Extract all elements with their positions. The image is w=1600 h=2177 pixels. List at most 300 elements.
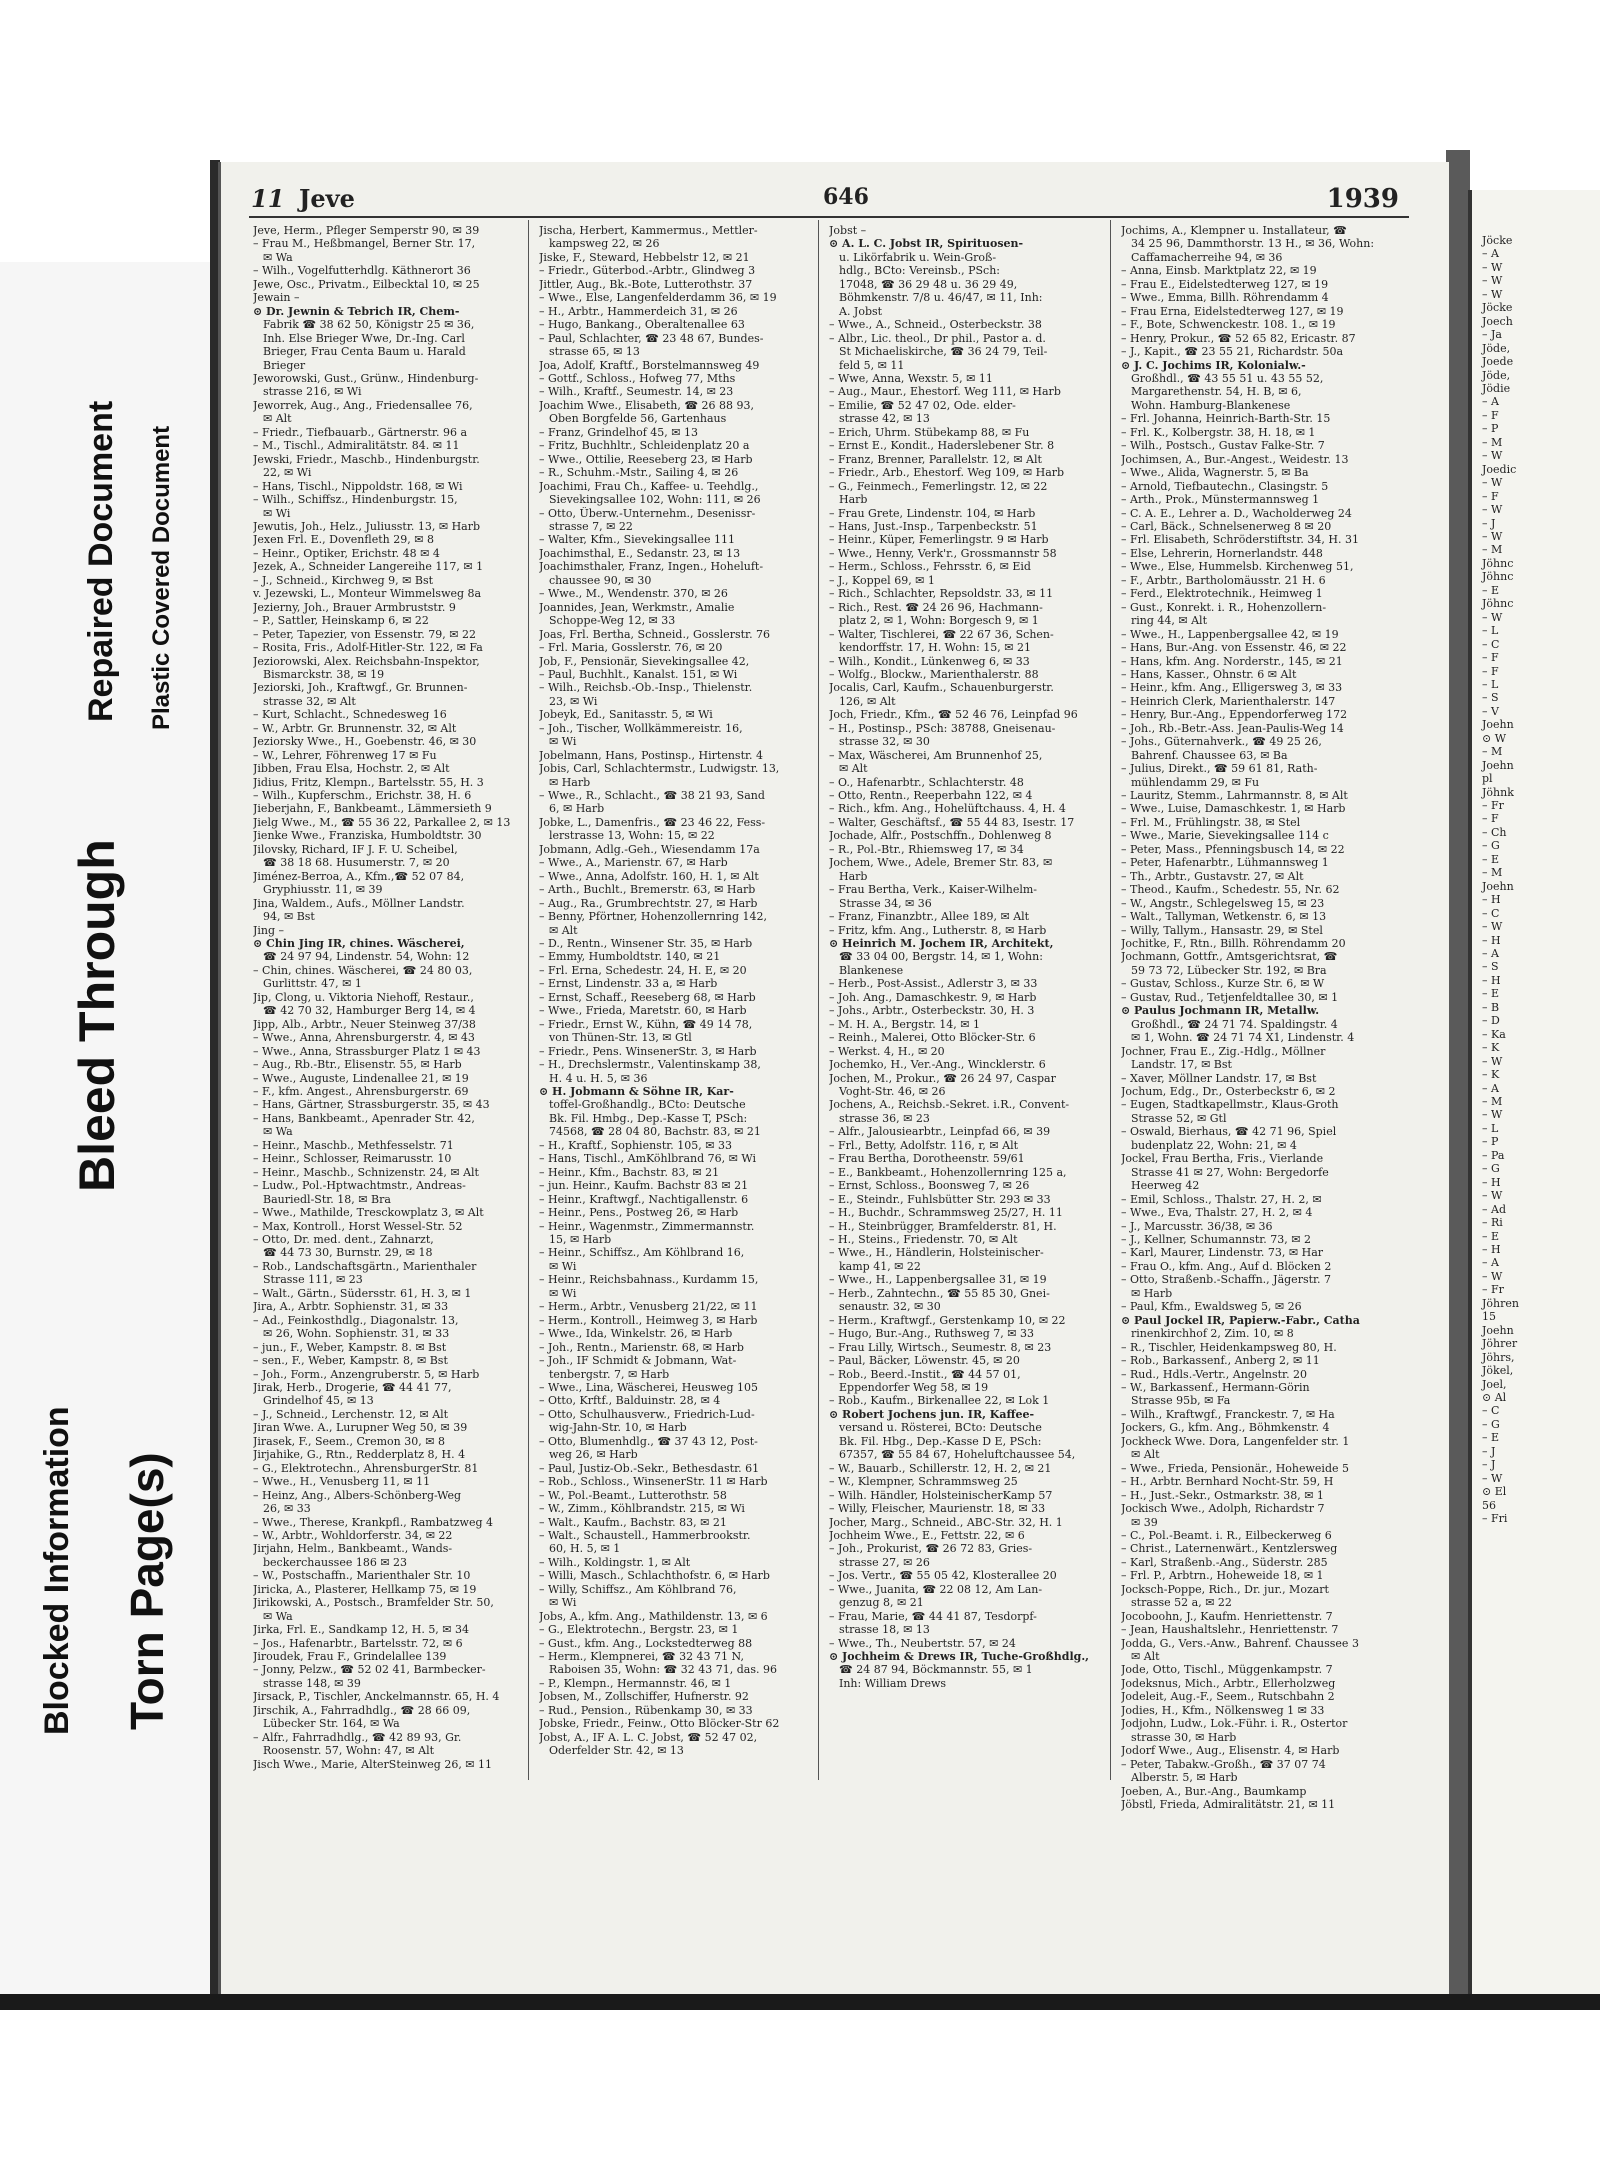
directory-line: – Wwe., M., Wendenstr. 370, ✉ 26 <box>539 587 728 601</box>
directory-line: Jocher, Marg., Schneid., ABC-Str. 32, H. 1 <box>829 1515 1063 1529</box>
header-running-name: Jeve <box>299 184 355 213</box>
directory-line: – H., Buchdr., Schrammsweg 25/27, H. 11 <box>829 1206 1063 1220</box>
directory-line: Jexen Frl. E., Dovenfleth 29, ✉ 8 <box>253 533 434 547</box>
directory-line: – Wwe., Alida, Wagnerstr. 5, ✉ Ba <box>1121 466 1309 480</box>
directory-line: Gurlittstr. 47, ✉ 1 <box>263 977 362 991</box>
facing-page-line: Jöhrs, <box>1482 1350 1515 1364</box>
facing-page-line: – C <box>1482 637 1500 651</box>
directory-line: – Rich., Schlachter, Repsoldstr. 33, ✉ 11 <box>829 587 1054 601</box>
directory-line: – Peter, Hafenarbtr., Lühmannsweg 1 <box>1121 856 1329 870</box>
label-plastic-covered-document: Plastic Covered Document <box>148 425 175 730</box>
directory-line: budenplatz 22, Wohn: 21, ✉ 4 <box>1131 1138 1297 1152</box>
directory-line: – W., Angstr., Schlegelsweg 15, ✉ 23 <box>1121 896 1325 910</box>
directory-line: – W., Lehrer, Föhrenweg 17 ✉ Fu <box>253 748 437 762</box>
directory-line: ✉ Harb <box>549 775 591 789</box>
directory-line: – Ferd., Elektrotechnik., Heimweg 1 <box>1121 587 1323 601</box>
directory-line: Fabrik ☎ 38 62 50, Königstr 25 ✉ 36, <box>263 318 475 332</box>
directory-line: – Theod., Kaufm., Schedestr. 55, Nr. 62 <box>1121 883 1340 897</box>
facing-page-line: Joel, <box>1482 1377 1507 1391</box>
facing-page-line: – J <box>1482 1444 1496 1458</box>
facing-page-line: Jöcke <box>1482 234 1513 247</box>
directory-line: Großhdl., ☎ 43 55 51 u. 43 55 52, <box>1131 371 1324 385</box>
directory-line: – O., Hafenarbtr., Schlachterstr. 48 <box>829 775 1024 789</box>
facing-page-line: – W <box>1482 1108 1503 1122</box>
directory-line: – Jos., Hafenarbtr., Bartelsstr. 72, ✉ 6 <box>253 1636 463 1650</box>
directory-line: Jirasek, F., Seem., Cremon 30, ✉ 8 <box>253 1434 445 1448</box>
directory-line: Jieberjahn, F., Bankbeamt., Lämmersieth 9 <box>253 802 492 816</box>
directory-line: – Frl. Elisabeth, Schröderstiftstr. 34, H. 31 <box>1121 533 1359 547</box>
directory-line: Jiménez-Berroa, A., Kfm.,☎ 52 07 84, <box>253 869 465 883</box>
directory-line: – Rud., Hdls.-Vertr., Angelnstr. 20 <box>1121 1367 1308 1381</box>
directory-line: – Heinr., Küper, Femerlingstr. 9 ✉ Harb <box>829 533 1049 547</box>
directory-line: Jischa, Herbert, Kammermus., Mettler- <box>539 224 758 237</box>
directory-line: – Wilh., Postsch., Gustav Falke-Str. 7 <box>1121 439 1325 453</box>
directory-line: – Heinr., Maschb., Schnizenstr. 24, ✉ Alt <box>253 1165 479 1179</box>
directory-line: – Rob., Kaufm., Birkenallee 22, ✉ Lok 1 <box>829 1394 1050 1408</box>
facing-page-line: Jöhrer <box>1482 1337 1518 1351</box>
directory-line: – Joh., Rb.-Betr.-Ass. Jean-Paulis-Weg 14 <box>1121 721 1344 735</box>
directory-line: strasse 148, ✉ 39 <box>263 1676 361 1690</box>
directory-line: – Frl. Erna, Schedestr. 24, H. E, ✉ 20 <box>539 963 747 977</box>
directory-line: Jöbstl, Frieda, Admiralitätstr. 21, ✉ 11 <box>1121 1798 1336 1812</box>
directory-line: – Heinr., Optiker, Erichstr. 48 ✉ 4 <box>253 546 440 560</box>
facing-page-line: Joedic <box>1482 462 1517 476</box>
directory-line: – Johs., Arbtr., Osterbeckstr. 30, H. 3 <box>829 1004 1035 1018</box>
directory-line: – Walt., Tallyman, Wetkenstr. 6, ✉ 13 <box>1121 910 1327 924</box>
label-blocked-information: Blocked Information <box>38 1406 76 1735</box>
directory-line: Jochims, A., Klempner u. Installateur, ☎ <box>1121 224 1347 237</box>
directory-line: – W., Pol.-Beamt., Lutterothstr. 58 <box>539 1488 727 1502</box>
directory-line: 94, ✉ Bst <box>263 910 315 924</box>
directory-line: Joachimsthaler, Franz, Ingen., Hoheluft- <box>539 560 764 574</box>
directory-line: Jiroudek, Frau F., Grindelallee 139 <box>253 1650 447 1664</box>
directory-line: – Wwe., Juanita, ☎ 22 08 12, Am Lan- <box>829 1582 1043 1596</box>
facing-page-line: – F <box>1482 489 1499 503</box>
directory-line: – H., Arbtr., Hammerdeich 31, ✉ 26 <box>539 304 738 318</box>
directory-line: strasse 7, ✉ 22 <box>549 519 633 533</box>
facing-page-line: – W <box>1482 920 1503 934</box>
directory-line: – Wilh., Kondit., Lünkenweg 6, ✉ 33 <box>829 654 1030 668</box>
directory-line: 34 25 96, Dammthorstr. 13 H., ✉ 36, Wohn: <box>1131 237 1375 251</box>
directory-line: – Wilh., Koldingstr. 1, ✉ Alt <box>539 1555 691 1569</box>
directory-line: – Werkst. 4, H., ✉ 20 <box>829 1044 945 1058</box>
directory-line: – Herm., Kraftwgf., Gerstenkamp 10, ✉ 22 <box>829 1313 1066 1327</box>
directory-line: Jiricka, A., Plasterer, Hellkamp 75, ✉ 19 <box>253 1582 477 1596</box>
directory-line: lerstrasse 13, Wohn: 15, ✉ 22 <box>549 829 715 843</box>
directory-line: Jirak, Herb., Drogerie, ☎ 44 41 77, <box>253 1380 452 1394</box>
directory-line: – Emil, Schloss., Thalstr. 27, H. 2, ✉ <box>1121 1192 1322 1206</box>
directory-line: Jeziorowski, Alex. Reichsbahn-Inspektor, <box>253 654 480 668</box>
facing-page-line: – W <box>1482 274 1503 288</box>
directory-line: Jocalis, Carl, Kaufm., Schauenburgerstr. <box>829 681 1054 695</box>
directory-line: beckerchaussee 186 ✉ 23 <box>263 1555 408 1569</box>
directory-line: Jochade, Alfr., Postschffn., Dohlenweg 8 <box>829 829 1052 843</box>
facing-page-line: – E <box>1482 1431 1500 1445</box>
directory-line: – H., Kraftf., Sophienstr. 105, ✉ 33 <box>539 1138 732 1152</box>
directory-line: Böhmkenstr. 7/8 u. 46/47, ✉ 11, Inh: <box>839 291 1043 305</box>
directory-line: – Hans, Bankbeamt., Apenrader Str. 42, <box>253 1111 475 1125</box>
directory-line: Jira, A., Arbtr. Sophienstr. 31, ✉ 33 <box>253 1300 449 1314</box>
directory-line: Jina, Waldem., Aufs., Möllner Landstr. <box>253 896 465 910</box>
directory-line: 15, ✉ Harb <box>549 1232 612 1246</box>
directory-line: – E., Steindr., Fuhlsbütter Str. 293 ✉ 33 <box>829 1192 1051 1206</box>
facing-page-line: – W <box>1482 1189 1503 1203</box>
directory-line: Job, F., Pensionär, Sievekingsallee 42, <box>539 654 750 668</box>
directory-line: – Kurt, Schlacht., Schnedesweg 16 <box>253 708 447 722</box>
directory-line: – Joh. Ang., Damaschkestr. 9, ✉ Harb <box>829 990 1037 1004</box>
directory-line: – Frl., Betty, Adolfstr. 116, r, ✉ Alt <box>829 1138 1019 1152</box>
directory-line: – Wilh., Reichsb.-Ob.-Insp., Thielenstr. <box>539 681 753 695</box>
directory-line: strasse 65, ✉ 13 <box>549 345 640 359</box>
directory-line: ✉ Wi <box>263 506 291 520</box>
directory-line: Jochum, Edg., Dr., Osterbeckstr 6, ✉ 2 <box>1121 1085 1336 1098</box>
directory-line: – Herm., Kontroll., Heimweg 3, ✉ Harb <box>539 1313 758 1327</box>
directory-line: Jochens, A., Reichsb.-Sekret. i.R., Convent- <box>829 1098 1070 1112</box>
directory-line: Jip, Clong, u. Viktoria Niehoff, Restaur., <box>253 990 474 1004</box>
directory-line: – Otto, Dr. med. dent., Zahnarzt, <box>253 1232 434 1246</box>
directory-line: Brieger, Frau Centa Baum u. Harald <box>263 345 466 359</box>
directory-line: – Xaver, Möllner Landstr. 17, ✉ Bst <box>1121 1071 1317 1085</box>
directory-line: – Frl. M., Frühlingstr. 38, ✉ Stel <box>1121 815 1301 829</box>
directory-line: Jewutis, Joh., Helz., Juliusstr. 13, ✉ Harb <box>253 519 481 533</box>
directory-line: Jeworowski, Gust., Grünw., Hindenburg- <box>253 371 479 385</box>
directory-line: – Arnold, Tiefbautechn., Clasingstr. 5 <box>1121 479 1329 493</box>
directory-line: – Albr., Lic. theol., Dr phil., Pastor a. d. <box>829 331 1046 345</box>
facing-page-line: – F <box>1482 812 1499 826</box>
directory-line: 74568, ☎ 28 04 80, Bachstr. 83, ✉ 21 <box>549 1125 761 1139</box>
facing-page-line: – V <box>1482 704 1499 718</box>
directory-line: – Heinr., Schiffsz., Am Köhlbrand 16, <box>539 1246 745 1260</box>
directory-line: – Rich., Rest. ☎ 24 26 96, Hachmann- <box>829 600 1043 614</box>
directory-line: Jochen, M., Prokur., ☎ 26 24 97, Caspar <box>829 1071 1056 1085</box>
directory-line: ✉ 39 <box>1131 1515 1158 1529</box>
directory-line: ☎ 44 73 30, Burnstr. 29, ✉ 18 <box>263 1246 433 1260</box>
facing-page-line: – D <box>1482 1014 1500 1028</box>
directory-line: Alberstr. 5, ✉ Harb <box>1131 1771 1238 1785</box>
directory-line: – Julius, Direkt., ☎ 59 61 81, Rath- <box>1121 762 1318 776</box>
directory-line: – Ludw., Pol.-Hptwachtmstr., Andreas- <box>253 1179 466 1193</box>
directory-line: – Wwe., H., Lappenbergsallee 42, ✉ 19 <box>1121 627 1339 641</box>
directory-line: Jeziorsky Wwe., H., Goebenstr. 46, ✉ 30 <box>253 735 477 749</box>
directory-line: – Friedr., Pens. WinsenerStr. 3, ✉ Harb <box>539 1044 757 1058</box>
directory-line: – Joh., Tischer, Wollkämmereistr. 16, <box>539 721 743 735</box>
facing-page-line: – P <box>1482 422 1499 436</box>
directory-line: – M., Tischl., Admiralitätstr. 84. ✉ 11 <box>253 439 460 453</box>
facing-page-line: – W <box>1482 287 1503 301</box>
directory-line: strasse 36, ✉ 23 <box>839 1111 930 1125</box>
directory-line: strasse 216, ✉ Wi <box>263 385 362 399</box>
directory-line: Strasse 52, ✉ Gtl <box>1131 1111 1227 1125</box>
facing-page-line: – Ch <box>1482 825 1507 839</box>
directory-line: – Christ., Laternenwärt., Kentzlersweg <box>1121 1542 1338 1556</box>
directory-line: – Heinz, Ang., Albers-Schönberg-Weg <box>253 1488 462 1502</box>
directory-line: – Friedr., Tiefbauarb., Gärtnerstr. 96 a <box>253 425 468 439</box>
directory-line: Joannides, Jean, Werkmstr., Amalie <box>539 600 735 614</box>
directory-line: – Rob., Beerd.-Instit., ☎ 44 57 01, <box>829 1367 1021 1381</box>
directory-line: 59 73 72, Lübecker Str. 192, ✉ Bra <box>1131 963 1327 977</box>
facing-page-line: – L <box>1482 1121 1499 1135</box>
directory-line: 60, H. 5, ✉ 1 <box>549 1542 621 1556</box>
directory-line: – Wwe., Marie, Sievekingsallee 114 c <box>1121 829 1329 843</box>
directory-line: – W., Bauarb., Schillerstr. 12, H. 2, ✉ 21 <box>829 1461 1052 1475</box>
directory-line: Wohn. Hamburg-Blankenese <box>1131 398 1291 412</box>
directory-line: ☎ 24 97 94, Lindenstr. 54, Wohn: 12 <box>263 950 470 964</box>
directory-line: Jirjahn, Helm., Bankbeamt., Wands- <box>253 1542 453 1556</box>
directory-line: – Otto, Überw.-Unternehm., Desenissr- <box>539 506 756 520</box>
facing-page-column <box>1472 190 1600 1526</box>
directory-line: 17048, ☎ 36 29 48 u. 36 29 49, <box>839 277 1018 291</box>
directory-line: 26, ✉ 33 <box>263 1502 311 1516</box>
directory-line: – Henry, Prokur., ☎ 52 65 82, Ericastr. 87 <box>1121 331 1356 345</box>
directory-line: Joa, Adolf, Kraftf., Borstelmannsweg 49 <box>539 358 760 372</box>
column-divider <box>1110 220 1111 1780</box>
directory-line: – Herm., Klempnerei, ☎ 32 43 71 N, <box>539 1650 744 1664</box>
directory-line: – jun., F., Weber, Kampstr. 8. ✉ Bst <box>253 1340 447 1354</box>
directory-line: ✉ Alt <box>839 762 868 776</box>
facing-page-line: – K <box>1482 1068 1500 1082</box>
directory-line: – R., Tischler, Heidenkampsweg 80, H. <box>1121 1340 1337 1354</box>
facing-page-line: – A <box>1482 1256 1499 1270</box>
directory-line: – Wilh. Händler, HolsteinischerKamp 57 <box>829 1488 1053 1502</box>
directory-line: – Alfr., Fahrradhdlg., ☎ 42 89 93, Gr. <box>253 1730 462 1744</box>
directory-line: Jing – <box>253 923 285 937</box>
directory-line: – R., Schuhm.-Mstr., Sailing 4, ✉ 26 <box>539 466 739 480</box>
directory-line: – Friedr., Güterbod.-Arbtr., Glindweg 3 <box>539 264 756 278</box>
directory-line: – Heinr., Reichsbahnass., Kurdamm 15, <box>539 1273 759 1287</box>
directory-line: – C., Pol.-Beamt. i. R., Eilbeckerweg 6 <box>1121 1528 1332 1542</box>
directory-line: Jobsen, M., Zollschiffer, Hufnerstr. 92 <box>539 1690 749 1704</box>
facing-page-line: Jöhren <box>1482 1296 1519 1310</box>
facing-page-line: – H <box>1482 893 1501 907</box>
directory-line: chaussee 90, ✉ 30 <box>549 573 652 587</box>
directory-line: – Wwe., Luise, Damaschkestr. 1, ✉ Harb <box>1121 802 1346 816</box>
directory-line: ✉ Wa <box>263 1125 293 1139</box>
directory-line: – Reinh., Malerei, Otto Blöcker-Str. 6 <box>829 1031 1036 1045</box>
directory-line: H. 4 u. H. 5, ✉ 36 <box>549 1071 648 1085</box>
directory-line: – Wwe., Anna, Adolfstr. 160, H. 1, ✉ Alt <box>539 869 759 883</box>
directory-line: – Wwe., Ida, Winkelstr. 26, ✉ Harb <box>539 1327 733 1341</box>
directory-line: Jobst – <box>829 224 867 237</box>
directory-line: – J., Marcusstr. 36/38, ✉ 36 <box>1121 1219 1273 1233</box>
directory-line: platz 2, ✉ 1, Wohn: Borgesch 9, ✉ 1 <box>839 614 1039 628</box>
directory-line: u. Likörfabrik u. Wein-Groß- <box>839 250 997 264</box>
directory-line: Schoppe-Weg 12, ✉ 33 <box>549 614 676 628</box>
directory-line: – Frau E., Eidelstedterweg 127, ✉ 19 <box>1121 277 1329 291</box>
directory-line: ✉ Wi <box>549 1286 577 1300</box>
directory-line: – Franz, Grindelhof 45, ✉ 13 <box>539 425 699 439</box>
label-bleed-through: Bleed Through <box>69 839 125 1192</box>
directory-line: strasse 32, ✉ Alt <box>263 694 356 708</box>
directory-line: kamp 41, ✉ 22 <box>839 1259 921 1273</box>
facing-page-line: – Fr <box>1482 1283 1504 1297</box>
directory-line: – Walter, Geschäftsf., ☎ 55 44 83, Isestr. 17 <box>829 815 1075 829</box>
column-divider <box>818 220 819 1780</box>
directory-line: Oderfelder Str. 42, ✉ 13 <box>549 1744 684 1758</box>
facing-page-line: Jödie <box>1482 381 1511 395</box>
directory-line: – H., Arbtr. Bernhard Nocht-Str. 59, H <box>1121 1475 1334 1489</box>
directory-line: Jeziorski, Joh., Kraftwgf., Gr. Brunnen- <box>253 681 468 695</box>
facing-page-line: Jöde, <box>1482 368 1511 382</box>
directory-line: Jirschik, A., Fahrradhdlg., ☎ 28 66 09, <box>253 1703 471 1717</box>
directory-line: Landstr. 17, ✉ Bst <box>1131 1058 1232 1072</box>
directory-line: – Walt., Kaufm., Bachstr. 83, ✉ 21 <box>539 1515 727 1529</box>
directory-line: – Karl, Straßenb.-Ang., Süderstr. 285 <box>1121 1555 1328 1569</box>
directory-line: – Hans, Bur.-Ang. von Essenstr. 46, ✉ 22 <box>1121 641 1347 655</box>
directory-line: Joch, Friedr., Kfm., ☎ 52 46 76, Leinpfad 96 <box>829 708 1078 722</box>
directory-line: Jirsack, P., Tischler, Anckelmannstr. 65, H. 4 <box>253 1690 500 1704</box>
facing-page-line: Joehn <box>1482 879 1514 893</box>
directory-line: – Frl. P., Arbtrn., Hoheweide 18, ✉ 1 <box>1121 1569 1324 1583</box>
directory-line: – F., Arbtr., Bartholomäusstr. 21 H. 6 <box>1121 573 1326 587</box>
directory-line: Jewski, Friedr., Maschb., Hindenburgstr. <box>253 452 480 466</box>
directory-line: – J., Kapit., ☎ 23 55 21, Richardstr. 50a <box>1121 345 1344 359</box>
directory-line: – Ernst, Schloss., Boonsweg 7, ✉ 26 <box>829 1179 1030 1193</box>
directory-line: Jochmann, Gottfr., Amtsgerichtsrat, ☎ <box>1121 950 1338 964</box>
directory-line: hdlg., BCto: Vereinsb., PSch: <box>839 264 1001 278</box>
facing-page-line: Jöhnc <box>1482 597 1514 611</box>
directory-line: strasse 32, ✉ 30 <box>839 735 930 749</box>
header-rule <box>249 216 1409 218</box>
facing-page-line: ⊙ Al <box>1482 1390 1507 1404</box>
directory-line: Jittler, Aug., Bk.-Bote, Lutterothstr. 37 <box>539 277 753 291</box>
directory-line: – Oswald, Bierhaus, ☎ 42 71 96, Spiel <box>1121 1125 1337 1139</box>
directory-line: Jodeksnus, Mich., Arbtr., Ellerholzweg <box>1121 1676 1336 1690</box>
directory-line: – Ad., Feinkosthdlg., Diagonalstr. 13, <box>253 1313 459 1327</box>
directory-line: Jobke, L., Damenfris., ☎ 23 46 22, Fess- <box>539 815 766 829</box>
directory-line: Jobs, A., kfm. Ang., Mathildenstr. 13, ✉ 6 <box>539 1609 768 1623</box>
directory-line: ✉ Alt <box>549 923 578 937</box>
directory-line: mühlendamm 29, ✉ Fu <box>1131 775 1260 789</box>
facing-page-line: Jöhnc <box>1482 556 1514 570</box>
directory-line: – Chin, chines. Wäscherei, ☎ 24 80 03, <box>253 963 473 977</box>
directory-column-2 <box>539 224 804 1758</box>
directory-line: – P., Klempn., Hermannstr. 46, ✉ 1 <box>539 1676 732 1690</box>
directory-line: – Wwe., H., Händlerin, Holsteinischer- <box>829 1246 1044 1260</box>
directory-line: – Hans, Kasser., Ohnstr. 6 ✉ Alt <box>1121 667 1297 681</box>
directory-line: – Wwe., Else, Hummelsb. Kirchenweg 51, <box>1121 560 1354 574</box>
directory-line: toffel-Großhandlg., BCto: Deutsche <box>549 1098 746 1112</box>
directory-line: Bauriedl-Str. 18, ✉ Bra <box>263 1192 391 1206</box>
directory-line: Bismarckstr. 38, ✉ 19 <box>263 667 385 681</box>
directory-line: – Paul, Bäcker, Löwenstr. 45, ✉ 20 <box>829 1354 1020 1368</box>
directory-line: ✉ 1, Wohn. ☎ 24 71 74 X1, Lindenstr. 4 <box>1131 1031 1355 1045</box>
directory-line: genzug 8, ✉ 21 <box>839 1596 924 1610</box>
directory-line: – Frau, Marie, ☎ 44 41 87, Tesdorpf- <box>829 1609 1037 1623</box>
directory-line: – Joh., Rentn., Marienstr. 68, ✉ Harb <box>539 1340 744 1354</box>
directory-line: Caffamacherreihe 94, ✉ 36 <box>1131 250 1283 264</box>
facing-page-line: – W <box>1482 449 1503 463</box>
directory-line: Strasse 95b, ✉ Fa <box>1131 1394 1231 1408</box>
directory-line: ✉ Wi <box>549 735 577 749</box>
directory-line: – Wwe., Th., Neubertstr. 57, ✉ 24 <box>829 1636 1016 1650</box>
directory-line: Blankenese <box>839 963 904 977</box>
directory-line: – Paul, Justiz-Ob.-Sekr., Bethesdastr. 61 <box>539 1461 760 1475</box>
directory-line: ⊙ Paul Jockel IR, Papierw.-Fabr., Catha <box>1121 1313 1360 1327</box>
facing-page-line: – S <box>1482 691 1499 705</box>
directory-line: Jochem, Wwe., Adele, Bremer Str. 83, ✉ <box>829 856 1053 870</box>
directory-line: – Willy, Schiffsz., Am Köhlbrand 76, <box>539 1582 737 1596</box>
directory-line: – Aug., Ra., Grumbrechtstr. 27, ✉ Harb <box>539 896 758 910</box>
facing-page-line: – C <box>1482 906 1500 920</box>
directory-line: Strasse 34, ✉ 36 <box>839 896 932 910</box>
directory-line: – Wwe., Lina, Wäscherei, Heusweg 105 <box>539 1380 759 1394</box>
directory-line: kendorffstr. 17, H. Wohn: 15, ✉ 21 <box>839 641 1031 655</box>
directory-line: – Hans, Tischl., Nippoldstr. 168, ✉ Wi <box>253 479 463 493</box>
directory-line: – Heinr., Kfm., Bachstr. 83, ✉ 21 <box>539 1165 720 1179</box>
facing-page-line: – M <box>1482 543 1503 557</box>
facing-page-line: – Fr <box>1482 799 1504 813</box>
directory-line: – Rich., kfm. Ang., Hohelüftchauss. 4, H. 4 <box>829 802 1066 816</box>
directory-line: – jun. Heinr., Kaufm. Bachstr 83 ✉ 21 <box>539 1179 749 1193</box>
directory-line: ⊙ J. C. Jochims IR, Kolonialw.- <box>1121 358 1306 372</box>
directory-line: Jirikowski, A., Postsch., Bramfelder Str. 50, <box>253 1596 494 1610</box>
directory-line: – Paul, Buchhlt., Kanalst. 151, ✉ Wi <box>539 667 738 681</box>
facing-page-line: Joehn <box>1482 1323 1514 1337</box>
directory-line: Grindelhof 45, ✉ 13 <box>263 1394 374 1408</box>
directory-line: 67357, ☎ 55 84 67, Hoheluftchaussee 54, <box>839 1448 1076 1462</box>
directory-line: – Joh., IF Schmidt & Jobmann, Wat- <box>539 1354 737 1368</box>
facing-page-line: – E <box>1482 583 1500 597</box>
facing-page-line: – B <box>1482 1000 1500 1014</box>
directory-line: – Gust., kfm. Ang., Lockstedterweg 88 <box>539 1636 753 1650</box>
directory-line: – Hans, Tischl., AmKöhlbrand 76, ✉ Wi <box>539 1152 756 1166</box>
directory-line: – Wilh., Kraftwgf., Franckestr. 7, ✉ Ha <box>1121 1407 1335 1421</box>
directory-line: – Hugo, Bur.-Ang., Ruthsweg 7, ✉ 33 <box>829 1327 1035 1341</box>
directory-line: – F., kfm. Angest., Ahrensburgerstr. 69 <box>253 1085 469 1098</box>
directory-line: – Wilh., Schiffsz., Hindenburgstr. 15, <box>253 493 458 507</box>
directory-line: – Wwe., H., Venusberg 11, ✉ 11 <box>253 1475 431 1489</box>
directory-line: Jezek, A., Schneider Langereihe 117, ✉ 1 <box>253 560 484 574</box>
facing-page-line: – A <box>1482 395 1499 409</box>
facing-page-line: – Ri <box>1482 1216 1503 1230</box>
directory-line: – Th., Arbtr., Gustavstr. 27, ✉ Alt <box>1121 869 1304 883</box>
directory-line: Jochimsen, A., Bur.-Angest., Weidestr. 13 <box>1121 452 1349 466</box>
directory-line: Jiske, F., Steward, Hebbelstr 12, ✉ 21 <box>539 250 750 264</box>
directory-line: – Max, Wäscherei, Am Brunnenhof 25, <box>829 748 1043 762</box>
facing-page-line: Jöhnk <box>1482 785 1514 799</box>
directory-line: – Ernst, Schaff., Reeseberg 68, ✉ Harb <box>539 990 756 1004</box>
directory-line: Harb <box>839 493 868 507</box>
directory-line: – Rob., Barkassenf., Anberg 2, ✉ 11 <box>1121 1354 1320 1368</box>
directory-line: – Wwe., A., Marienstr. 67, ✉ Harb <box>539 856 728 870</box>
directory-line: – Wwe., A., Schneid., Osterbeckstr. 38 <box>829 318 1042 332</box>
facing-page-line: – F <box>1482 408 1499 422</box>
directory-line: strasse 52 a, ✉ 22 <box>1131 1596 1232 1610</box>
label-torn-pages: Torn Page(s) <box>121 1452 173 1730</box>
directory-line: – H., Steinbrügger, Bramfelderstr. 81, H. <box>829 1219 1057 1233</box>
directory-line: – Gust., Konrekt. i. R., Hohenzollern- <box>1121 600 1327 614</box>
directory-line: Jocksch-Poppe, Rich., Dr. jur., Mozart <box>1121 1582 1329 1596</box>
directory-line: Jiran Wwe. A., Lurupner Weg 50, ✉ 39 <box>253 1421 468 1435</box>
directory-line: – Friedr., Ernst W., Kühn, ☎ 49 14 78, <box>539 1017 753 1031</box>
facing-page-line: – Ka <box>1482 1027 1506 1041</box>
directory-line: – Emilie, ☎ 52 47 02, Ode. elder- <box>829 398 1016 412</box>
directory-line: – Wilh., Vogelfutterhdlg. Käthnerort 36 <box>253 264 471 278</box>
directory-line: Jobeyk, Ed., Sanitasstr. 5, ✉ Wi <box>539 708 713 722</box>
header-year: 1939 <box>1326 184 1399 214</box>
directory-line: – Gustav, Schloss., Kurze Str. 6, ✉ W <box>1121 977 1325 991</box>
directory-line: Gryphiusstr. 11, ✉ 39 <box>263 883 383 897</box>
directory-line: senaustr. 32, ✉ 30 <box>839 1300 941 1314</box>
directory-line: – Frau Lilly, Wirtsch., Seumestr. 8, ✉ 23 <box>829 1340 1052 1354</box>
directory-line: – Wwe, Anna, Wexstr. 5, ✉ 11 <box>829 371 993 385</box>
directory-line: – Arth., Buchlt., Bremerstr. 63, ✉ Harb <box>539 883 756 897</box>
directory-line: ✉ Wa <box>263 250 293 264</box>
directory-line: – Jos. Vertr., ☎ 55 05 42, Klosterallee 20 <box>829 1569 1057 1583</box>
directory-line: strasse 42, ✉ 13 <box>839 412 930 426</box>
facing-page-line: – K <box>1482 1041 1500 1055</box>
directory-line: Jidius, Fritz, Klempn., Bartelsstr. 55, H. 3 <box>253 775 484 789</box>
